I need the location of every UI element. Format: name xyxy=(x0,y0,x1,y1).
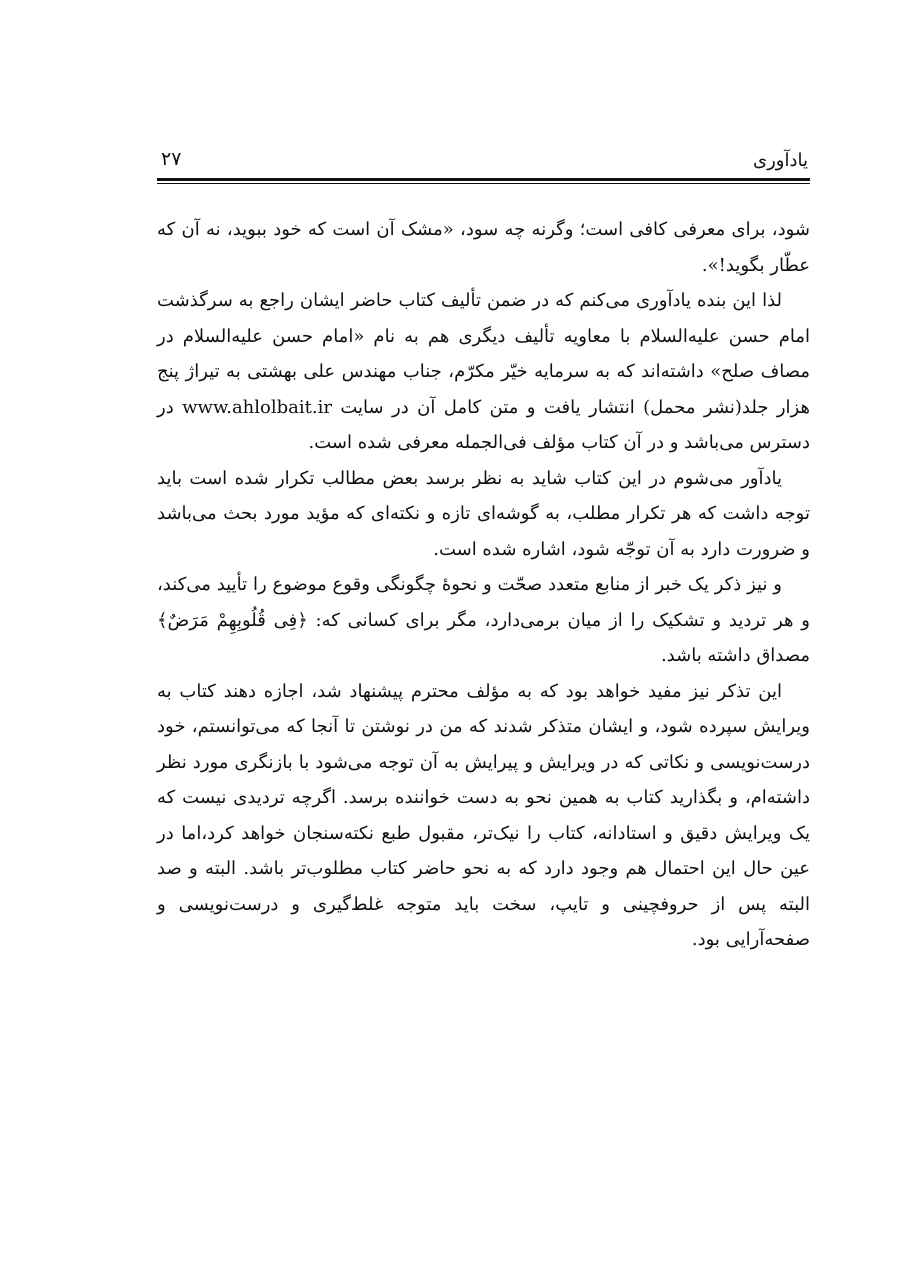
website-url: www.ahlolbait.ir xyxy=(182,396,332,418)
paragraph-4: و نیز ذکر یک خبر از منابع متعدد صحّت و نحوهٔ چگونگی وقوع موضوع را تأیید می‌کند، و هر تردید و تشکیک را از میان برمی‌دارد، مگر برای کسانی که: ﴿فِی قُلُوبِهِمْ مَرَضٌ﴾ مصداق داشته باشد. xyxy=(157,574,810,666)
running-header xyxy=(157,140,810,178)
paragraph-2-part-1: لذا این بنده یادآوری می‌کنم که در ضمن تألیف کتاب حاضر ایشان راجع به سرگذشت امام حسن علیه‌السلام با معاویه تألیف دیگری هم به نام «امام حسن علیه‌السلام در مصاف صلح» داشته‌اند که به سرمایه خیّر مکرّم، جناب مهندس علی بهشتی به تیراژ پنج هزار جلد(نشر محمل) انتشار یافت و متن کامل آن در سایت xyxy=(157,290,810,418)
page-number: ۲۷ xyxy=(161,148,182,170)
body-text xyxy=(157,212,810,958)
book-page xyxy=(157,140,810,958)
paragraph-5: این تذکر نیز مفید خواهد بود که به مؤلف محترم پیشنهاد شد، اجازه دهند کتاب به ویرایش سپرده شود، و ایشان متذکر شدند که من در نوشتن تا آنجا که می‌توانستم، خود درست‌نویسی و نکاتی که در ویرایش و پیرایش به آن توجه می‌شود با بازنگری مورد نظر داشته‌ام، و بگذارید کتاب به همین نحو به دست خواننده برسد. اگرچه تردیدی نیست که یک ویرایش دقیق و استادانه، کتاب را نیک‌تر، مقبول طبع نکته‌سنجان خواهد کرد،اما در عین حال این احتمال هم وجود دارد که به نحو حاضر کتاب مطلوب‌تر باشد. البته و صد البته پس از حروفچینی و تایپ، سخت باید متوجه غلط‌گیری و درست‌نویسی و صفحه‌آرایی بود. xyxy=(157,680,810,950)
paragraph-1: شود، برای معرفی کافی است؛ وگرنه چه سود، «مشک آن است که خود ببوید، نه آن که عطّار بگوید!». xyxy=(157,219,810,276)
paragraph-2 xyxy=(157,283,810,461)
paragraph-2-part-2: در دسترس می‌باشد و در آن کتاب مؤلف فی‌الجمله معرفی شده است. xyxy=(157,396,810,453)
paragraph-3: یادآور می‌شوم در این کتاب شاید به نظر برسد بعض مطالب تکرار شده است باید توجه داشت که هر تکرار مطلب، به گوشه‌ای تازه و نکته‌ای که مؤید مورد بحث می‌باشد و ضرورت دارد به آن توجّه شود، اشاره شده است. xyxy=(157,467,810,560)
header-rule xyxy=(157,178,810,184)
header-title: یادآوری xyxy=(753,150,808,171)
